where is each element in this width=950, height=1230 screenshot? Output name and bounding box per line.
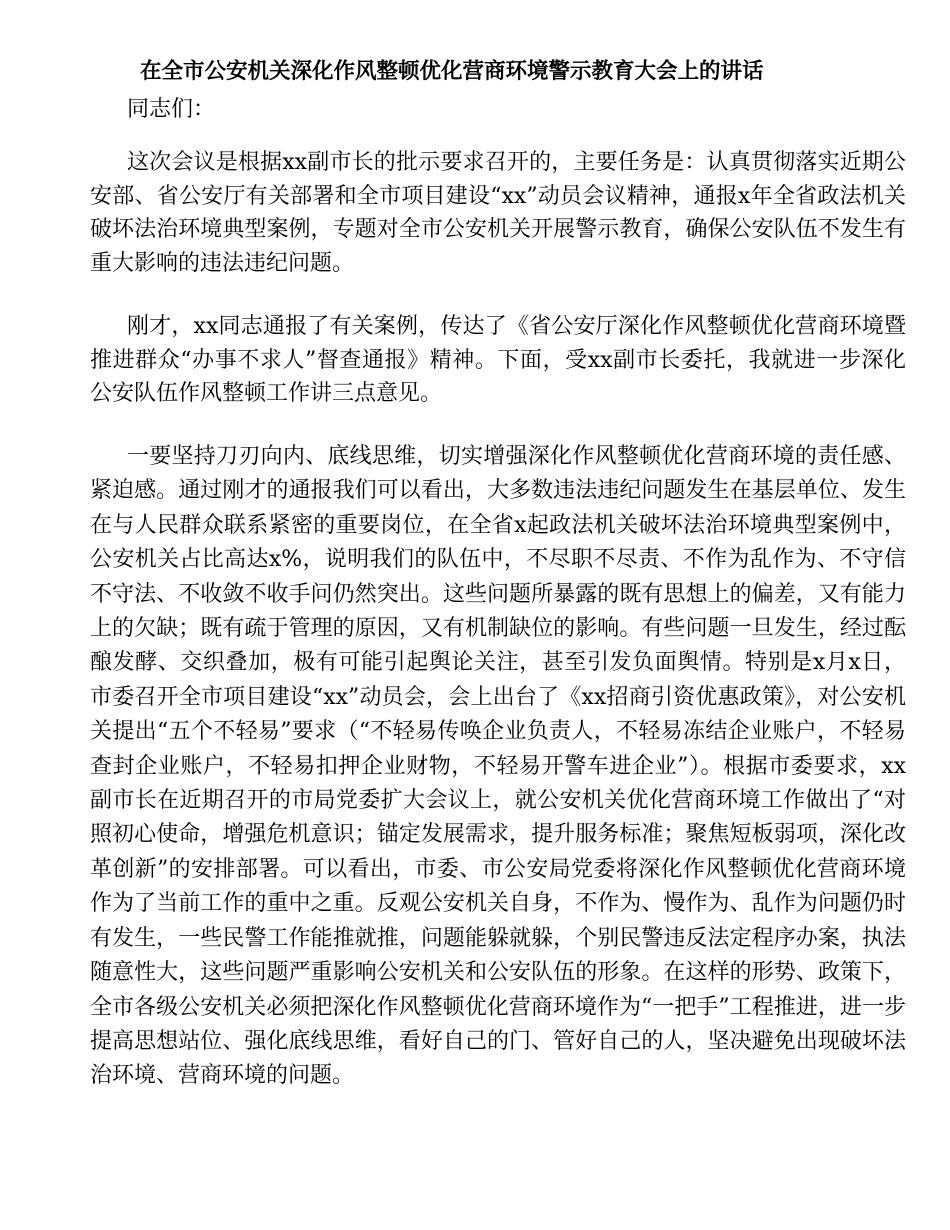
paragraph-2: 刚才，xx同志通报了有关案例，传达了《省公安厅深化作风整顿优化营商环境暨推进群众“办事不求人”督查通报》精神。下面，受xx副市长委托，我就进一步深化公安队伍作风整顿工作讲三点意见。	[90, 314, 906, 406]
paragraph-3: 一要坚持刀刃向内、底线思维，切实增强深化作风整顿优化营商环境的责任感、紧迫感。通过刚才的通报我们可以看出，大多数违法违纪问题发生在基层单位、发生在与人民群众联系紧密的重要岗位，在全省x起政法机关破坏法治环境典型案例中，公安机关占比高达x%，说明我们的队伍中，不尽职不尽责、不作为乱作为、不守信不守法、不收敛不收手问仍然突出。这些问题所暴露的既有思想上的偏差，又有能力上的欠缺；既有疏于管理的原因，又有机制缺位的影响。有些问题一旦发生，经过酝酿发酵、交织叠加，极有可能引起舆论关注，甚至引发负面舆情。特别是x月x日，市委召开全市项目建设“xx”动员会，会上出台了《xx招商引资优惠政策》，对公安机关提出“五个不轻易”要求（“不轻易传唤企业负责人，不轻易冻结企业账户，不轻易查封企业账户，不轻易扣押企业财物，不轻易开警车进企业”）。根据市委要求，xx副市长在近期召开的市局党委扩大会议上，就公安机关优化营商环境工作做出了“对照初心使命，增强危机意识；锚定发展需求，提升服务标准；聚焦短板弱项，深化改革创新”的安排部署。可以看出，市委、市公安局党委将深化作风整顿优化营商环境作为了当前工作的重中之重。反观公安机关自身，不作为、慢作为、乱作为问题仍时有发生，一些民警工作能推就推，问题能躲就躲，个别民警违反法定程序办案，执法随意性大，这些问题严重影响公安机关和公安队伍的形象。在这样的形势、政策下，全市各级公安机关必须把深化作风整顿优化营商环境作为“一把手”工程推进，进一步提高思想站位、强化底线思维，看好自己的门、管好自己的人，坚决避免出现破坏法治环境、营商环境的问题。	[90, 444, 906, 1089]
salutation: 同志们：	[127, 97, 216, 122]
paragraph-1: 这次会议是根据xx副市长的批示要求召开的，主要任务是：认真贯彻落实近期公安部、省公安厅有关部署和全市项目建设“xx”动员会议精神，通报x年全省政法机关破坏法治环境典型案例，专题对全市公安机关开展警示教育，确保公安队伍不发生有重大影响的违法违纪问题。	[90, 150, 906, 276]
document-title: 在全市公安机关深化作风整顿优化营商环境警示教育大会上的讲话	[140, 59, 764, 84]
